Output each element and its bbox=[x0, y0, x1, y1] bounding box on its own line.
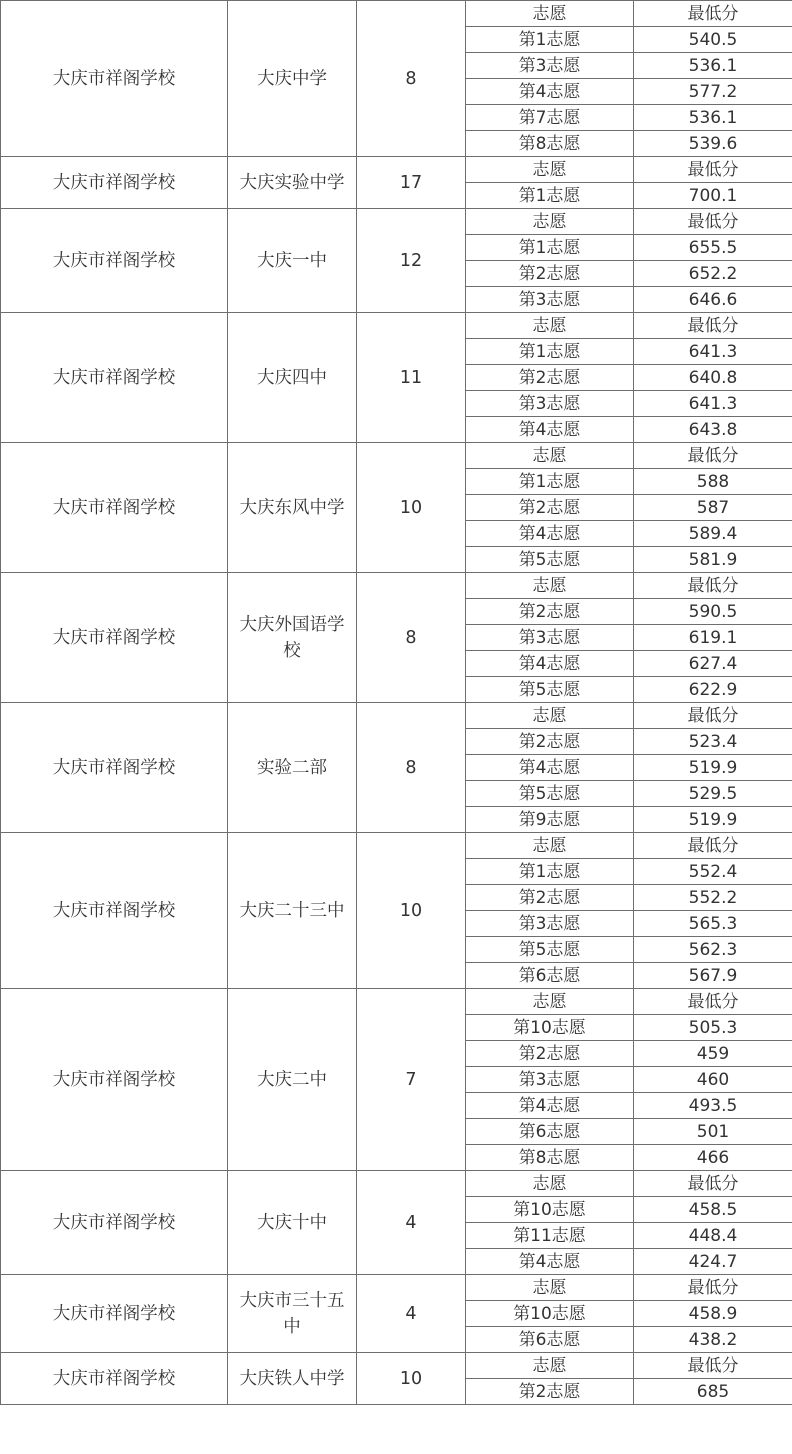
target-school-cell: 大庆市三十五中 bbox=[228, 1275, 357, 1353]
choice-cell: 第9志愿 bbox=[466, 807, 634, 833]
min-score-cell: 588 bbox=[634, 469, 792, 495]
choice-cell: 第1志愿 bbox=[466, 859, 634, 885]
min-score-cell: 501 bbox=[634, 1119, 792, 1145]
choice-cell: 第1志愿 bbox=[466, 27, 634, 53]
choice-header-cell: 志愿 bbox=[466, 209, 634, 235]
choice-cell: 第2志愿 bbox=[466, 1379, 634, 1405]
choice-cell: 第2志愿 bbox=[466, 729, 634, 755]
min-score-cell: 466 bbox=[634, 1145, 792, 1171]
quota-cell: 10 bbox=[357, 833, 466, 989]
min-score-cell: 619.1 bbox=[634, 625, 792, 651]
min-score-cell: 505.3 bbox=[634, 1015, 792, 1041]
min-score-cell: 567.9 bbox=[634, 963, 792, 989]
quota-cell: 4 bbox=[357, 1275, 466, 1353]
quota-cell: 10 bbox=[357, 1353, 466, 1405]
target-school-cell: 大庆二中 bbox=[228, 989, 357, 1171]
target-school-cell: 大庆实验中学 bbox=[228, 157, 357, 209]
choice-header-cell: 志愿 bbox=[466, 157, 634, 183]
school-name-cell: 大庆市祥阁学校 bbox=[1, 1353, 228, 1405]
school-name-cell: 大庆市祥阁学校 bbox=[1, 1171, 228, 1275]
min-score-cell: 640.8 bbox=[634, 365, 792, 391]
min-score-cell: 539.6 bbox=[634, 131, 792, 157]
school-name-cell: 大庆市祥阁学校 bbox=[1, 989, 228, 1171]
min-score-cell: 655.5 bbox=[634, 235, 792, 261]
target-school-cell: 大庆铁人中学 bbox=[228, 1353, 357, 1405]
choice-cell: 第3志愿 bbox=[466, 1067, 634, 1093]
choice-cell: 第3志愿 bbox=[466, 53, 634, 79]
school-name-cell: 大庆市祥阁学校 bbox=[1, 443, 228, 573]
choice-cell: 第5志愿 bbox=[466, 937, 634, 963]
school-name-cell: 大庆市祥阁学校 bbox=[1, 703, 228, 833]
choice-cell: 第4志愿 bbox=[466, 755, 634, 781]
school-name-cell: 大庆市祥阁学校 bbox=[1, 833, 228, 989]
min-score-cell: 459 bbox=[634, 1041, 792, 1067]
group-header-row bbox=[1, 443, 792, 469]
choice-cell: 第2志愿 bbox=[466, 495, 634, 521]
min-score-cell: 589.4 bbox=[634, 521, 792, 547]
min-score-header-cell: 最低分 bbox=[634, 1275, 792, 1301]
min-score-cell: 552.4 bbox=[634, 859, 792, 885]
school-name-cell: 大庆市祥阁学校 bbox=[1, 313, 228, 443]
quota-cell: 10 bbox=[357, 443, 466, 573]
target-school-cell: 大庆十中 bbox=[228, 1171, 357, 1275]
quota-cell: 4 bbox=[357, 1171, 466, 1275]
target-school-cell: 大庆一中 bbox=[228, 209, 357, 313]
choice-cell: 第6志愿 bbox=[466, 1119, 634, 1145]
school-name-cell: 大庆市祥阁学校 bbox=[1, 573, 228, 703]
group-header-row bbox=[1, 1353, 792, 1379]
group-header-row bbox=[1, 703, 792, 729]
min-score-cell: 646.6 bbox=[634, 287, 792, 313]
min-score-cell: 523.4 bbox=[634, 729, 792, 755]
min-score-cell: 529.5 bbox=[634, 781, 792, 807]
school-name-cell: 大庆市祥阁学校 bbox=[1, 209, 228, 313]
quota-cell: 8 bbox=[357, 703, 466, 833]
min-score-cell: 519.9 bbox=[634, 755, 792, 781]
choice-cell: 第7志愿 bbox=[466, 105, 634, 131]
min-score-cell: 565.3 bbox=[634, 911, 792, 937]
target-school-cell: 大庆四中 bbox=[228, 313, 357, 443]
group-header-row bbox=[1, 573, 792, 599]
school-name-cell: 大庆市祥阁学校 bbox=[1, 157, 228, 209]
group-header-row bbox=[1, 209, 792, 235]
min-score-header-cell: 最低分 bbox=[634, 703, 792, 729]
min-score-cell: 424.7 bbox=[634, 1249, 792, 1275]
min-score-cell: 536.1 bbox=[634, 105, 792, 131]
min-score-cell: 458.5 bbox=[634, 1197, 792, 1223]
group-header-row bbox=[1, 1, 792, 27]
group-header-row bbox=[1, 157, 792, 183]
min-score-header-cell: 最低分 bbox=[634, 833, 792, 859]
min-score-cell: 581.9 bbox=[634, 547, 792, 573]
min-score-cell: 643.8 bbox=[634, 417, 792, 443]
quota-cell: 7 bbox=[357, 989, 466, 1171]
group-header-row bbox=[1, 1171, 792, 1197]
choice-cell: 第8志愿 bbox=[466, 1145, 634, 1171]
min-score-cell: 700.1 bbox=[634, 183, 792, 209]
choice-cell: 第8志愿 bbox=[466, 131, 634, 157]
choice-cell: 第2志愿 bbox=[466, 261, 634, 287]
choice-cell: 第2志愿 bbox=[466, 885, 634, 911]
group-header-row bbox=[1, 989, 792, 1015]
min-score-cell: 627.4 bbox=[634, 651, 792, 677]
choice-header-cell: 志愿 bbox=[466, 1, 634, 27]
choice-cell: 第3志愿 bbox=[466, 911, 634, 937]
min-score-cell: 460 bbox=[634, 1067, 792, 1093]
choice-header-cell: 志愿 bbox=[466, 1171, 634, 1197]
quota-cell: 17 bbox=[357, 157, 466, 209]
choice-cell: 第5志愿 bbox=[466, 781, 634, 807]
min-score-cell: 458.9 bbox=[634, 1301, 792, 1327]
min-score-cell: 448.4 bbox=[634, 1223, 792, 1249]
choice-cell: 第1志愿 bbox=[466, 183, 634, 209]
quota-cell: 8 bbox=[357, 1, 466, 157]
choice-header-cell: 志愿 bbox=[466, 833, 634, 859]
choice-cell: 第6志愿 bbox=[466, 1327, 634, 1353]
choice-header-cell: 志愿 bbox=[466, 1353, 634, 1379]
choice-header-cell: 志愿 bbox=[466, 703, 634, 729]
min-score-header-cell: 最低分 bbox=[634, 209, 792, 235]
min-score-cell: 577.2 bbox=[634, 79, 792, 105]
choice-header-cell: 志愿 bbox=[466, 443, 634, 469]
quota-cell: 11 bbox=[357, 313, 466, 443]
min-score-header-cell: 最低分 bbox=[634, 573, 792, 599]
group-header-row bbox=[1, 833, 792, 859]
min-score-cell: 641.3 bbox=[634, 391, 792, 417]
choice-cell: 第2志愿 bbox=[466, 1041, 634, 1067]
min-score-cell: 641.3 bbox=[634, 339, 792, 365]
choice-cell: 第1志愿 bbox=[466, 469, 634, 495]
min-score-header-cell: 最低分 bbox=[634, 313, 792, 339]
min-score-cell: 622.9 bbox=[634, 677, 792, 703]
target-school-cell: 大庆二十三中 bbox=[228, 833, 357, 989]
score-table-body bbox=[1, 1, 792, 1405]
choice-cell: 第4志愿 bbox=[466, 521, 634, 547]
choice-cell: 第4志愿 bbox=[466, 1249, 634, 1275]
choice-cell: 第1志愿 bbox=[466, 339, 634, 365]
min-score-cell: 562.3 bbox=[634, 937, 792, 963]
school-name-cell: 大庆市祥阁学校 bbox=[1, 1, 228, 157]
choice-header-cell: 志愿 bbox=[466, 1275, 634, 1301]
choice-cell: 第10志愿 bbox=[466, 1197, 634, 1223]
min-score-header-cell: 最低分 bbox=[634, 1353, 792, 1379]
quota-cell: 8 bbox=[357, 573, 466, 703]
target-school-cell: 大庆中学 bbox=[228, 1, 357, 157]
group-header-row bbox=[1, 313, 792, 339]
choice-cell: 第3志愿 bbox=[466, 287, 634, 313]
target-school-cell: 实验二部 bbox=[228, 703, 357, 833]
quota-cell: 12 bbox=[357, 209, 466, 313]
choice-cell: 第4志愿 bbox=[466, 417, 634, 443]
choice-header-cell: 志愿 bbox=[466, 573, 634, 599]
choice-cell: 第1志愿 bbox=[466, 235, 634, 261]
target-school-cell: 大庆外国语学校 bbox=[228, 573, 357, 703]
choice-cell: 第4志愿 bbox=[466, 79, 634, 105]
choice-cell: 第3志愿 bbox=[466, 625, 634, 651]
school-name-cell: 大庆市祥阁学校 bbox=[1, 1275, 228, 1353]
choice-cell: 第4志愿 bbox=[466, 651, 634, 677]
group-header-row bbox=[1, 1275, 792, 1301]
choice-cell: 第6志愿 bbox=[466, 963, 634, 989]
choice-header-cell: 志愿 bbox=[466, 313, 634, 339]
min-score-header-cell: 最低分 bbox=[634, 443, 792, 469]
choice-cell: 第10志愿 bbox=[466, 1015, 634, 1041]
min-score-cell: 519.9 bbox=[634, 807, 792, 833]
min-score-cell: 493.5 bbox=[634, 1093, 792, 1119]
choice-cell: 第5志愿 bbox=[466, 547, 634, 573]
min-score-cell: 438.2 bbox=[634, 1327, 792, 1353]
choice-cell: 第10志愿 bbox=[466, 1301, 634, 1327]
choice-cell: 第2志愿 bbox=[466, 599, 634, 625]
choice-header-cell: 志愿 bbox=[466, 989, 634, 1015]
min-score-header-cell: 最低分 bbox=[634, 157, 792, 183]
min-score-header-cell: 最低分 bbox=[634, 989, 792, 1015]
choice-cell: 第3志愿 bbox=[466, 391, 634, 417]
min-score-cell: 652.2 bbox=[634, 261, 792, 287]
min-score-cell: 552.2 bbox=[634, 885, 792, 911]
min-score-cell: 590.5 bbox=[634, 599, 792, 625]
min-score-cell: 685 bbox=[634, 1379, 792, 1405]
choice-cell: 第11志愿 bbox=[466, 1223, 634, 1249]
min-score-cell: 536.1 bbox=[634, 53, 792, 79]
choice-cell: 第2志愿 bbox=[466, 365, 634, 391]
choice-cell: 第4志愿 bbox=[466, 1093, 634, 1119]
min-score-header-cell: 最低分 bbox=[634, 1, 792, 27]
min-score-cell: 587 bbox=[634, 495, 792, 521]
choice-cell: 第5志愿 bbox=[466, 677, 634, 703]
min-score-cell: 540.5 bbox=[634, 27, 792, 53]
target-school-cell: 大庆东风中学 bbox=[228, 443, 357, 573]
min-score-header-cell: 最低分 bbox=[634, 1171, 792, 1197]
